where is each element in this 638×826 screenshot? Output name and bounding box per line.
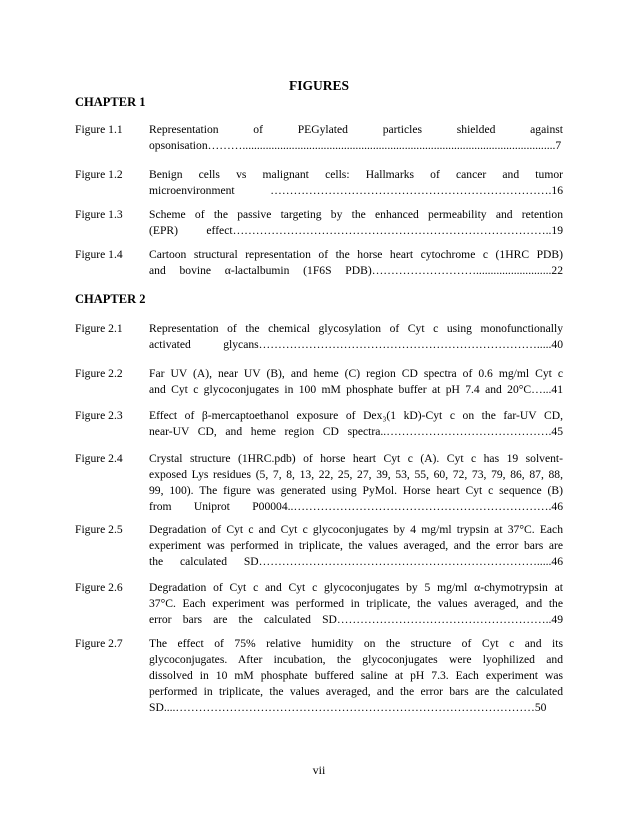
caption-line: 99, 100). The figure was generated using PyMol. Horse heart Cyt c sequence (B) xyxy=(149,484,563,497)
figure-caption xyxy=(149,122,563,154)
caption-line: The effect of 75% relative humidity on the structure of Cyt c and its xyxy=(149,637,563,650)
figure-entry-2-2 xyxy=(75,366,563,398)
figure-number: Figure 2.7 xyxy=(75,637,123,650)
caption-line: error bars are the calculated SD………………………………………………..49 xyxy=(149,613,563,626)
figure-caption xyxy=(149,247,563,279)
figure-number: Figure 2.6 xyxy=(75,581,123,594)
page-title: FIGURES xyxy=(288,78,349,93)
figure-caption xyxy=(149,451,563,515)
caption-line: Degradation of Cyt c and Cyt c glycoconjugates by 5 mg/ml α-chymotrypsin at xyxy=(149,581,563,594)
figure-caption xyxy=(149,636,563,716)
figure-caption xyxy=(149,580,563,628)
caption-line: glycoconjugates. After incubation, the glycoconjugates were lyophilized and xyxy=(149,653,563,666)
figure-number: Figure 2.5 xyxy=(75,523,123,536)
figure-number: Figure 2.3 xyxy=(75,409,123,422)
caption-line: 37°C. Each experiment was performed in triplicate, the values averaged, and the xyxy=(149,597,563,610)
figure-number: Figure 2.2 xyxy=(75,367,123,380)
figure-number: Figure 1.4 xyxy=(75,248,123,261)
caption-line: and bovine α-lactalbumin (1F6S PDB)………………………..........................22 xyxy=(149,264,563,277)
caption-line: the calculated SD……………………………………………………………….....46 xyxy=(149,555,563,568)
chapter-heading-2: CHAPTER 2 xyxy=(75,292,146,306)
figure-caption xyxy=(149,321,563,353)
caption-line: experiment was performed in triplicate, the values averaged, and the error bars are xyxy=(149,539,563,552)
figure-entry-2-5 xyxy=(75,522,563,570)
caption-line: Far UV (A), near UV (B), and heme (C) region CD spectra of 0.6 mg/ml Cyt c xyxy=(149,367,563,380)
page-number: vii xyxy=(312,763,326,777)
figure-number: Figure 2.1 xyxy=(75,322,123,335)
figure-number: Figure 1.1 xyxy=(75,123,123,136)
caption-line: performed in triplicate, the values averaged, and the error bars are the calculated xyxy=(149,685,563,698)
caption-line: Effect of β-mercaptoethanol exposure of Dex₃(1 kD)-Cyt c on the far-UV CD, xyxy=(149,409,563,422)
figure-entry-1-1 xyxy=(75,122,563,154)
figure-entry-2-6 xyxy=(75,580,563,628)
caption-line: microenvironment ……………………………………………………………….16 xyxy=(149,184,563,197)
figure-entry-1-4 xyxy=(75,247,563,279)
figure-entry-2-4 xyxy=(75,451,563,515)
figure-caption xyxy=(149,167,563,199)
figure-caption xyxy=(149,207,563,239)
caption-line: activated glycans……………………………………………………………….....40 xyxy=(149,338,563,351)
caption-line: Scheme of the passive targeting by the enhanced permeability and retention xyxy=(149,208,563,221)
caption-line: (EPR) effect………………………………………………………………………..19 xyxy=(149,224,563,237)
caption-line: Benign cells vs malignant cells: Hallmarks of cancer and tumor xyxy=(149,168,563,181)
figure-number: Figure 2.4 xyxy=(75,452,123,465)
caption-line: exposed Lys residues (5, 7, 8, 13, 22, 25, 27, 39, 53, 55, 60, 72, 73, 79, 86, 87, 88, xyxy=(149,468,563,481)
chapter-heading-1: CHAPTER 1 xyxy=(75,95,146,109)
figure-number: Figure 1.2 xyxy=(75,168,123,181)
figure-caption xyxy=(149,366,563,398)
figure-entry-2-7 xyxy=(75,636,563,716)
figure-entry-1-2 xyxy=(75,167,563,199)
caption-line: Crystal structure (1HRC.pdb) of horse heart Cyt c (A). Cyt c has 19 solvent- xyxy=(149,452,563,465)
caption-line: SD....…………………………………………………………………………………50 xyxy=(149,701,547,714)
caption-line: Representation of PEGylated particles shielded against xyxy=(149,123,563,136)
figure-caption xyxy=(149,408,563,440)
caption-line: Degradation of Cyt c and Cyt c glycoconjugates by 4 mg/ml trypsin at 37°C. Each xyxy=(149,523,563,536)
caption-line: from Uniprot P00004..………………………………………………………….46 xyxy=(149,500,563,513)
caption-line: opsonisation………............................................................................................................7 xyxy=(149,139,562,152)
caption-line: Cartoon structural representation of the horse heart cytochrome c (1HRC PDB) xyxy=(149,248,563,261)
caption-line: Representation of the chemical glycosylation of Cyt c using monofunctionally xyxy=(149,322,563,335)
figure-entry-2-1 xyxy=(75,321,563,353)
figure-entry-1-3 xyxy=(75,207,563,239)
caption-line: dissolved in 10 mM phosphate buffered saline at pH 7.3. Each experiment was xyxy=(149,669,563,682)
figure-number: Figure 1.3 xyxy=(75,208,123,221)
caption-line: and Cyt c glycoconjugates in 100 mM phosphate buffer at pH 7.4 and 20°C…...41 xyxy=(149,383,563,396)
figure-caption xyxy=(149,522,563,570)
figure-entry-2-3 xyxy=(75,408,563,440)
caption-line: near-UV CD, and heme region CD spectra..…………………………………….45 xyxy=(149,425,563,438)
